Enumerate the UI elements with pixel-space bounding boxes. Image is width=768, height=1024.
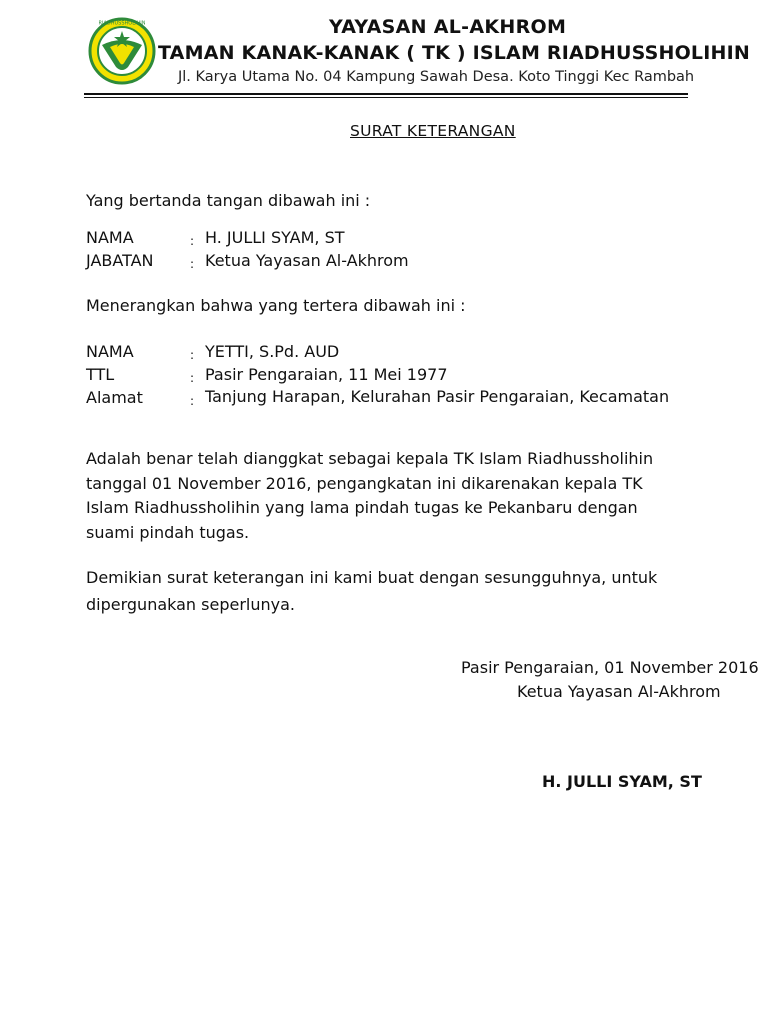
signature-position: Ketua Yayasan Al-Akhrom [517,682,721,701]
subject-colon-ttl: : [190,371,195,385]
svg-text:RIADHUSSHOLIHIN: RIADHUSSHOLIHIN [98,20,146,27]
body-line: suami pindah tugas. [86,522,250,542]
school-name: TAMAN KANAK-KANAK ( TK ) ISLAM RIADHUSSHOLIHIN [158,42,750,64]
letter-title: SURAT KETERANGAN [350,122,516,140]
subject-value-ttl: Pasir Pengaraian, 11 Mei 1977 [205,365,448,384]
statement-text: Menerangkan bahwa yang tertera dibawah ini : [86,296,466,315]
signer-label-position: JABATAN [86,251,154,270]
signature-name: H. JULLI SYAM, ST [542,772,702,791]
signer-colon-name: : [190,234,195,248]
body-line: Islam Riadhussholihin yang lama pindah tugas ke Pekanbaru dengan [86,498,638,517]
body-line: Adalah benar telah dianggkat sebagai kepala TK Islam Riadhussholihin [86,449,654,468]
subject-label-address: Alamat [86,388,143,407]
body-paragraph [86,447,726,545]
body-line: tanggal 01 November 2016, pengangkatan ini dikarenakan kepala TK [86,473,643,493]
school-logo [88,17,156,85]
subject-colon-name: : [190,348,195,362]
school-address: Jl. Karya Utama No. 04 Kampung Sawah Desa. Koto Tinggi Kec Rambah [178,69,695,85]
signer-value-name: H. JULLI SYAM, ST [205,228,345,247]
org-name: YAYASAN AL-AKHROM [329,16,567,38]
signer-colon-position: : [190,257,195,271]
intro-text: Yang bertanda tangan dibawah ini : [86,191,371,210]
header-divider-thin [84,97,688,98]
subject-label-ttl: TTL [86,365,115,384]
closing-paragraph [86,564,726,618]
signer-label-name: NAMA [86,228,134,247]
closing-line: dipergunakan seperlunya. [86,595,295,614]
subject-value-address: Tanjung Harapan, Kelurahan Pasir Pengaraian, Kecamatan [205,387,670,406]
subject-colon-address: : [190,394,195,408]
subject-label-name: NAMA [86,342,134,361]
header-divider-thick [84,93,688,95]
closing-line: Demikian surat keterangan ini kami buat dengan sesungguhnya, untuk [86,568,658,587]
signature-place-date: Pasir Pengaraian, 01 November 2016 [461,658,759,677]
subject-value-name: YETTI, S.Pd. AUD [205,342,340,361]
signer-value-position: Ketua Yayasan Al-Akhrom [205,251,409,270]
